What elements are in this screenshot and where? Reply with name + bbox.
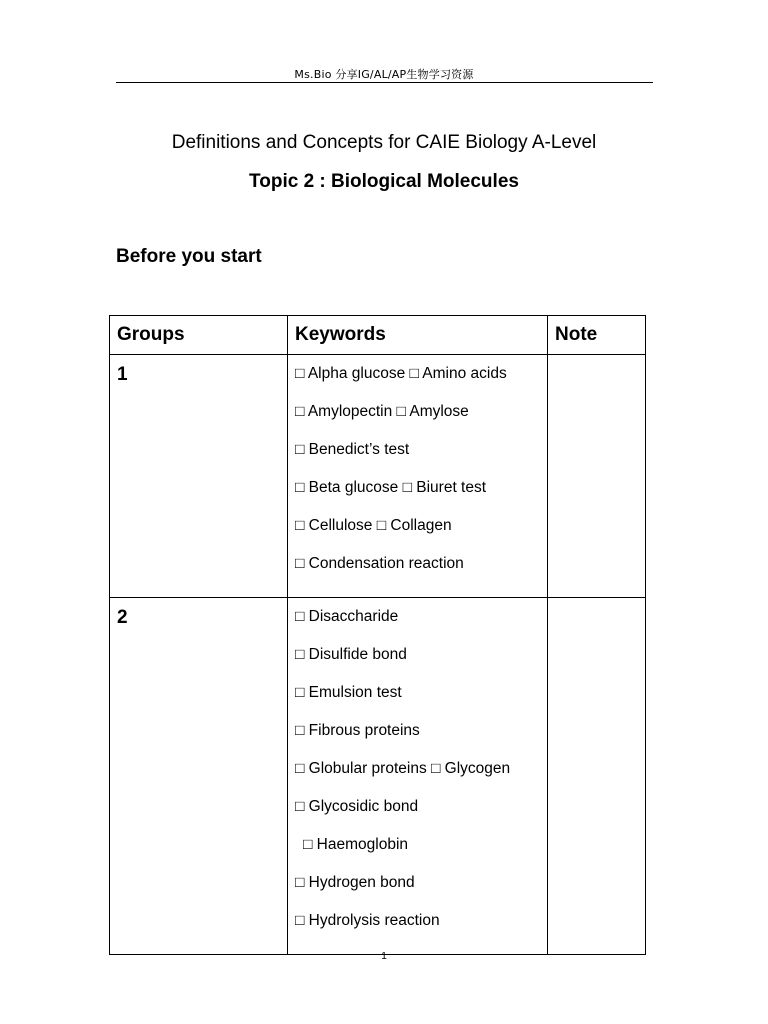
keyword-item: □ Beta glucose □ Biuret test — [295, 479, 487, 496]
table-row — [110, 355, 646, 598]
keyword-item: □ Emulsion test — [295, 684, 402, 701]
keyword-item: □ Globular proteins □ Glycogen — [295, 760, 511, 777]
keyword-list — [288, 355, 547, 597]
keyword-item: □ Glycosidic bond — [295, 798, 419, 815]
column-header-note — [548, 316, 646, 355]
column-header-groups — [110, 316, 288, 355]
header-divider — [116, 82, 653, 83]
keyword-item: □ Benedict’s test — [295, 441, 410, 458]
keyword-item: □ Haemoglobin — [303, 836, 409, 853]
section-heading: Before you start — [116, 246, 262, 267]
keyword-item: □ Hydrolysis reaction — [295, 912, 440, 929]
keyword-item: □ Disulfide bond — [295, 646, 407, 663]
note-cell — [548, 598, 646, 955]
keyword-item: □ Condensation reaction — [295, 555, 464, 572]
document-title: Definitions and Concepts for CAIE Biology A-Level — [171, 132, 597, 153]
column-header-note-label: Note — [555, 324, 598, 345]
keyword-item: □ Cellulose □ Collagen — [295, 517, 452, 534]
document-subtitle: Topic 2 : Biological Molecules — [249, 171, 519, 192]
keyword-item: □ Disaccharide — [295, 608, 399, 625]
keyword-item: □ Hydrogen bond — [295, 874, 415, 891]
group-number: 2 — [117, 607, 128, 628]
group-cell — [110, 355, 288, 598]
note-cell — [548, 355, 646, 598]
page-number: 1 — [381, 951, 387, 962]
column-header-keywords — [288, 316, 548, 355]
table-header-row — [110, 316, 646, 355]
keyword-item: □ Fibrous proteins — [295, 722, 420, 739]
column-header-keywords-label: Keywords — [295, 324, 386, 345]
keyword-list — [288, 598, 547, 954]
group-cell — [110, 598, 288, 955]
keyword-item: □ Amylopectin □ Amylose — [295, 403, 469, 420]
group-number: 1 — [117, 364, 128, 385]
keywords-table — [109, 315, 646, 955]
table-row — [110, 598, 646, 955]
column-header-groups-label: Groups — [117, 324, 185, 345]
keywords-cell — [288, 355, 548, 598]
keyword-item: □ Alpha glucose □ Amino acids — [295, 365, 507, 382]
page-header-text: Ms.Bio 分享IG/AL/AP生物学习资源 — [294, 68, 474, 81]
keywords-cell — [288, 598, 548, 955]
